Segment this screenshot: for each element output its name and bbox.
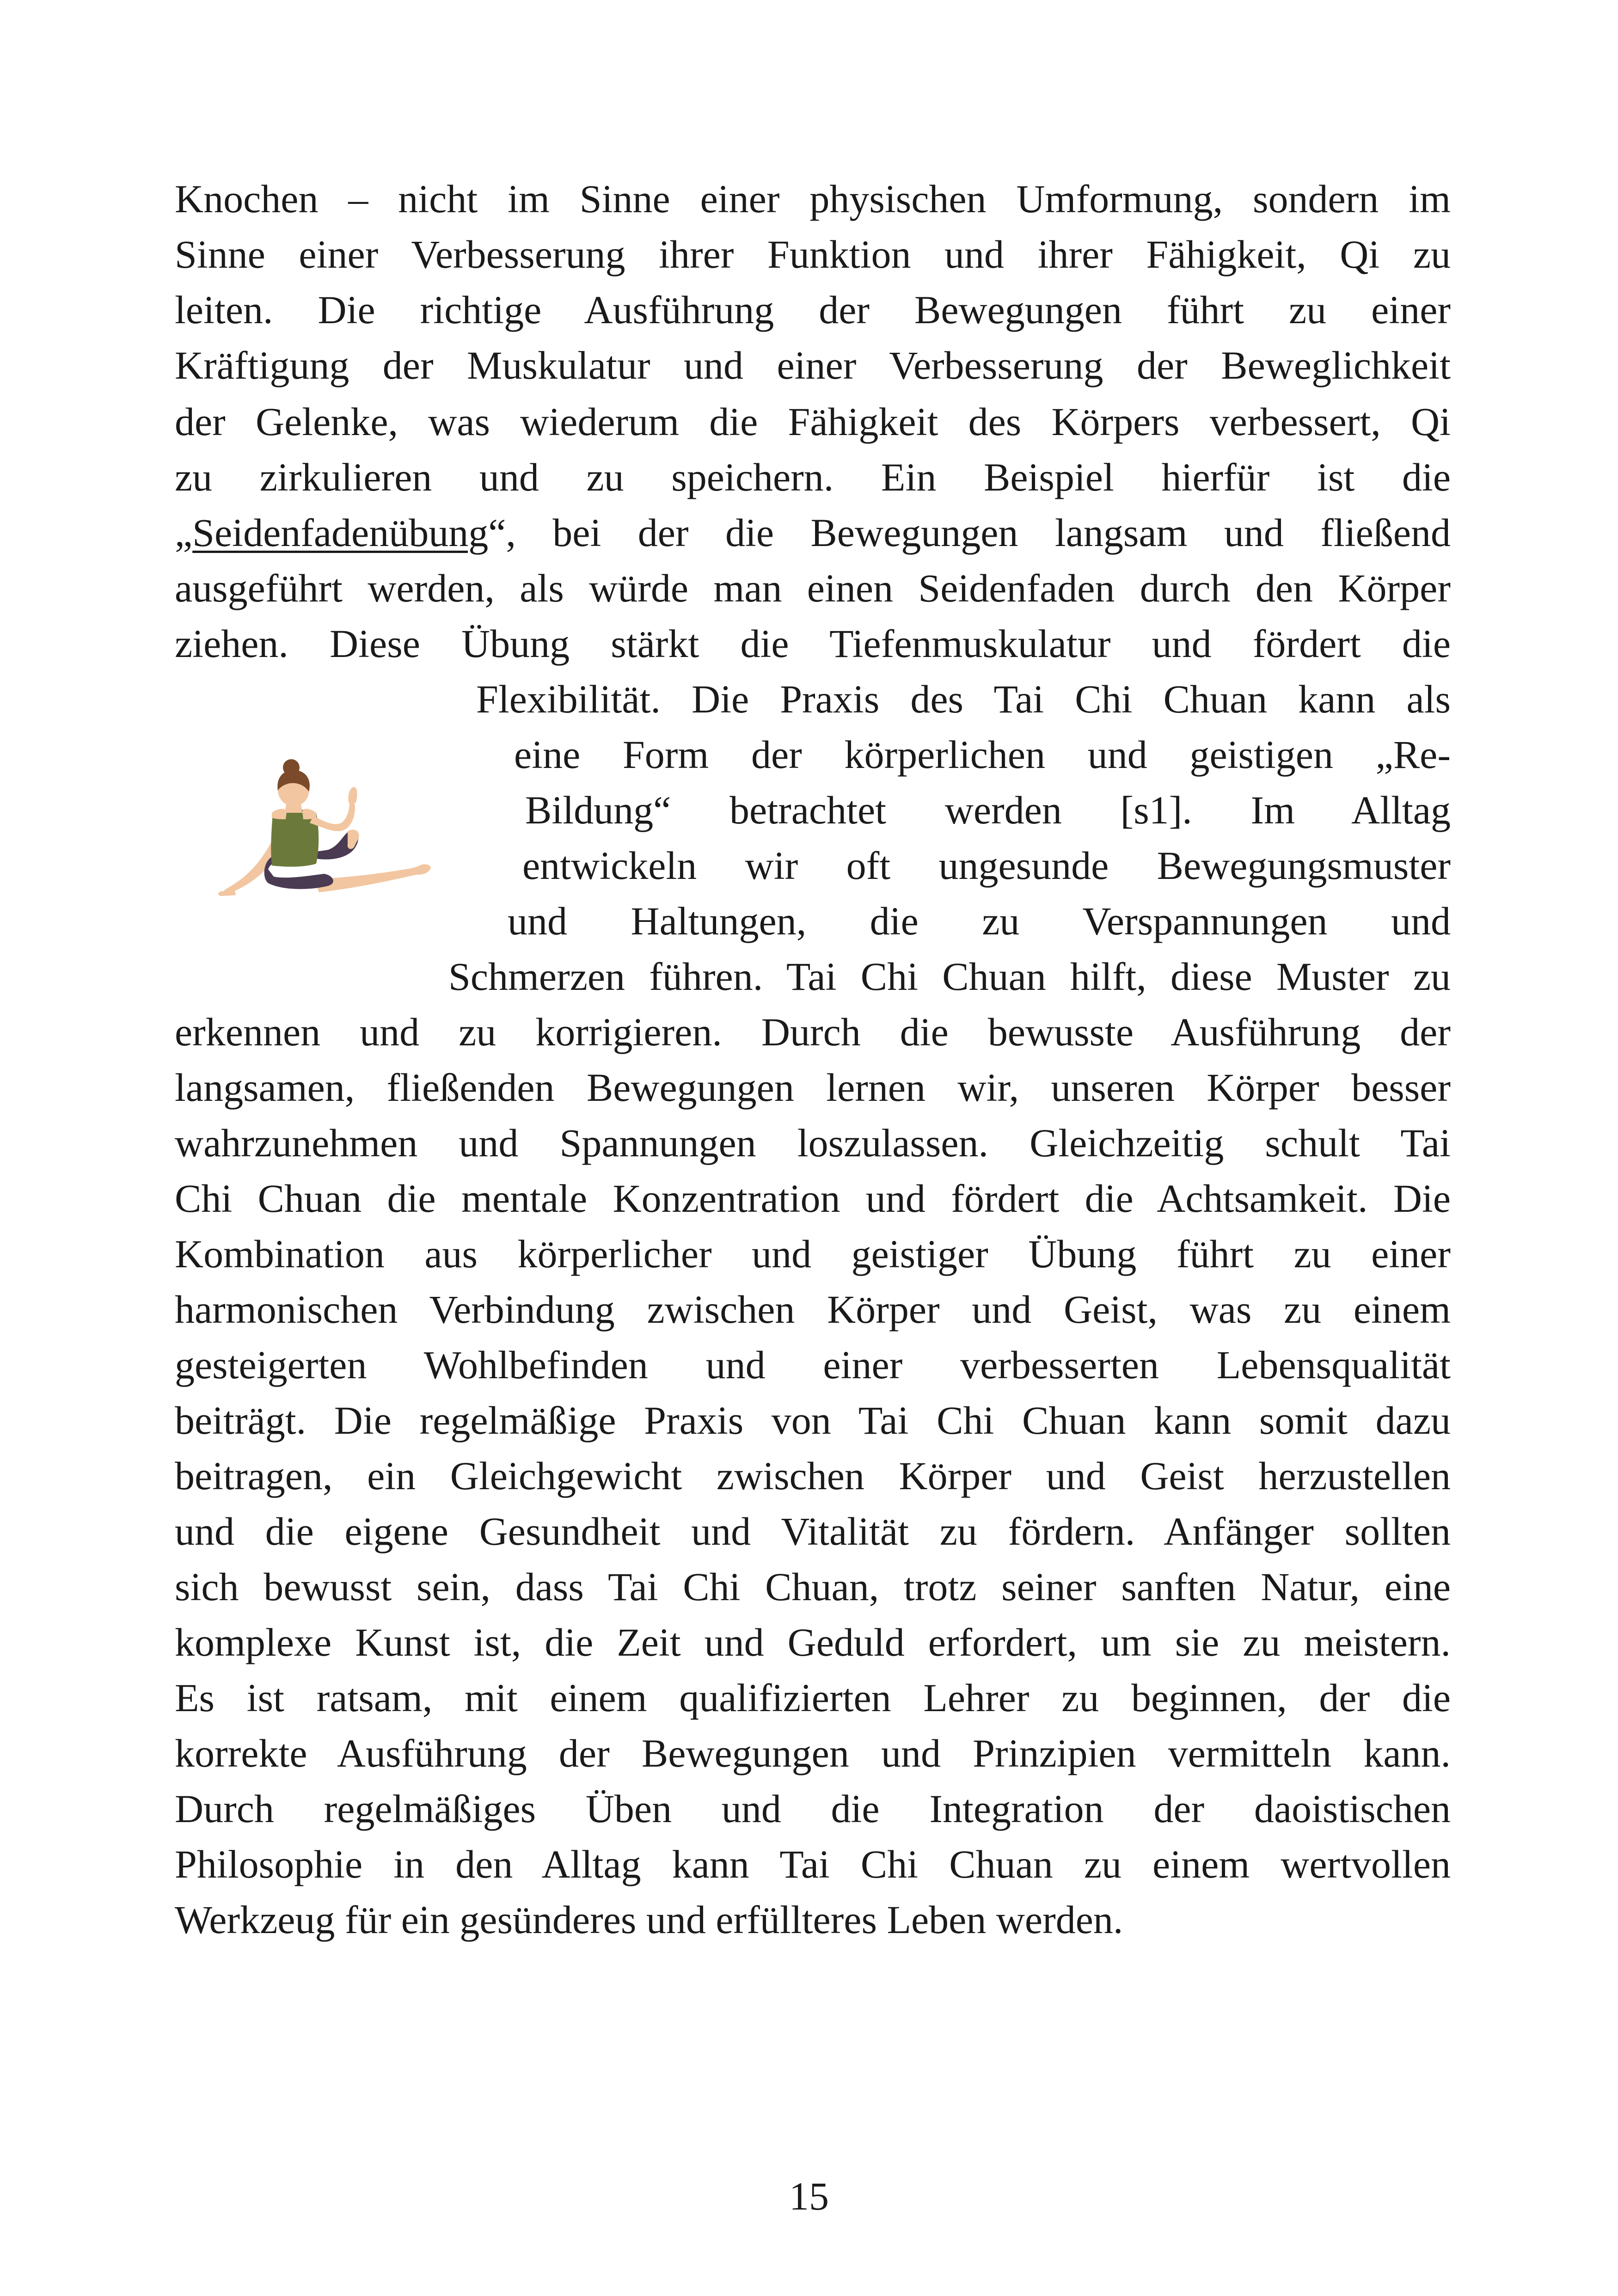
text-line: leiten. Die richtige Ausführung der Bewegungen führt zu einer <box>175 288 1451 332</box>
line-rest: “, bei der die Bewegungen langsam und fließend <box>488 510 1451 555</box>
text-line: Schmerzen führen. Tai Chi Chuan hilft, diese Muster zu <box>448 954 1451 999</box>
text-line: der Gelenke, was wiederum die Fähigkeit des Körpers verbessert, Qi <box>175 399 1451 444</box>
text-line: Sinne einer Verbesserung ihrer Funktion und ihrer Fähigkeit, Qi zu <box>175 232 1451 276</box>
text-line: Kräftigung der Muskulatur und einer Verbesserung der Beweglichkeit <box>175 343 1451 387</box>
text-line: Philosophie in den Alltag kann Tai Chi Chuan zu einem wertvollen <box>175 1842 1451 1886</box>
text-line: Flexibilität. Die Praxis des Tai Chi Chuan kann als <box>476 677 1451 721</box>
text-line: Werkzeug für ein gesünderes und erfüllteres Leben werden. <box>175 1897 1123 1942</box>
text-line: beiträgt. Die regelmäßige Praxis von Tai Chi Chuan kann somit dazu <box>175 1398 1451 1443</box>
text-line: zu zirkulieren und zu speichern. Ein Beispiel hierfür ist die <box>175 455 1451 499</box>
text-line: und die eigene Gesundheit und Vitalität zu fördern. Anfänger sollten <box>175 1509 1451 1553</box>
text-line: harmonischen Verbindung zwischen Körper und Geist, was zu einem <box>175 1287 1451 1332</box>
text-line: beitragen, ein Gleichgewicht zwischen Körper und Geist herzustellen <box>175 1454 1451 1498</box>
text-line: erkennen und zu korrigieren. Durch die bewusste Ausführung der <box>175 1010 1451 1054</box>
text-line: sich bewusst sein, dass Tai Chi Chuan, trotz seiner sanften Natur, eine <box>175 1565 1451 1609</box>
text-line: entwickeln wir oft ungesunde Bewegungsmuster <box>522 843 1451 888</box>
seated-yoga-twist-icon <box>217 758 439 915</box>
text-line: Chi Chuan die mentale Konzentration und fördert die Achtsamkeit. Die <box>175 1176 1451 1221</box>
text-line: eine Form der körperlichen und geistigen „Re- <box>514 732 1451 777</box>
page-number: 15 <box>789 2174 829 2218</box>
seidenfaden-link[interactable]: Seidenfadenübung <box>192 510 489 555</box>
open-quote: „ <box>175 510 193 555</box>
text-line: gesteigerten Wohlbefinden und einer verbesserten Lebensqualität <box>175 1343 1451 1387</box>
text-line: Knochen – nicht im Sinne einer physischen Umformung, sondern im <box>175 177 1451 221</box>
text-line: Es ist ratsam, mit einem qualifizierten Lehrer zu beginnen, der die <box>175 1676 1451 1720</box>
text-line-with-link <box>175 510 1451 556</box>
text-line: Kombination aus körperlicher und geistiger Übung führt zu einer <box>175 1232 1451 1276</box>
text-line: und Haltungen, die zu Verspannungen und <box>508 899 1451 943</box>
text-line: Durch regelmäßiges Üben und die Integration der daoistischen <box>175 1786 1451 1831</box>
text-line: komplexe Kunst ist, die Zeit und Geduld erfordert, um sie zu meistern. <box>175 1620 1451 1664</box>
text-line: ausgeführt werden, als würde man einen Seidenfaden durch den Körper <box>175 566 1451 610</box>
text-line: ziehen. Diese Übung stärkt die Tiefenmuskulatur und fördert die <box>175 621 1451 666</box>
text-line: Bildung“ betrachtet werden [s1]. Im Alltag <box>525 788 1451 832</box>
text-line: korrekte Ausführung der Bewegungen und Prinzipien vermitteln kann. <box>175 1731 1451 1775</box>
text-line: wahrzunehmen und Spannungen loszulassen. Gleichzeitig schult Tai <box>175 1121 1451 1165</box>
text-line: langsamen, fließenden Bewegungen lernen wir, unseren Körper besser <box>175 1065 1451 1110</box>
